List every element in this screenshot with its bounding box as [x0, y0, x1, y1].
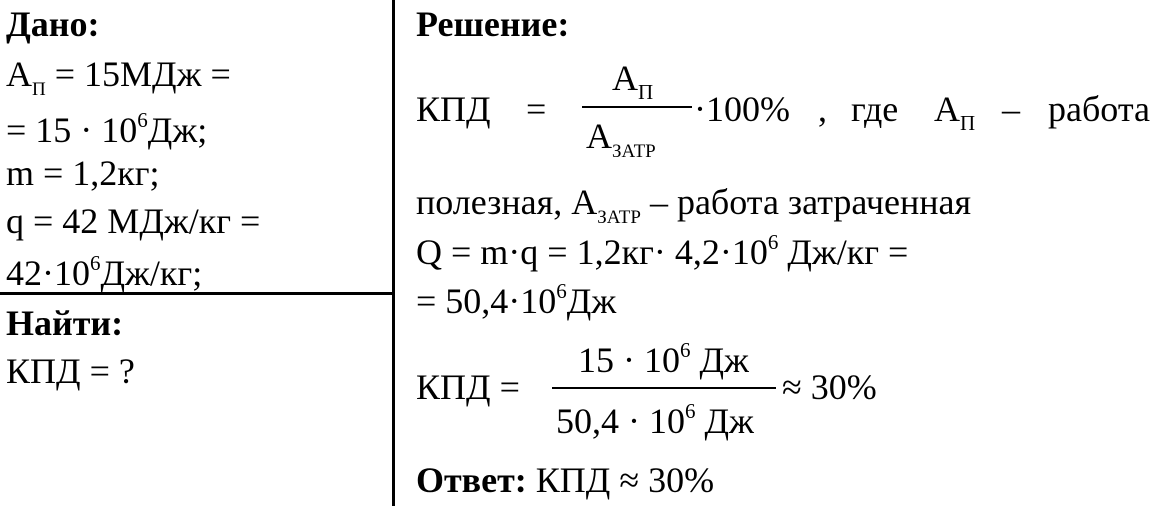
column-divider [392, 0, 395, 506]
where-symbol: $А_П$ [934, 89, 976, 135]
fraction-2-numerator: $15 \cdot 10^6$ Дж [578, 338, 749, 380]
fraction-2-denominator: $50,4 \cdot 10^6$ Дж [556, 399, 754, 441]
given-heading: Дано: [6, 4, 100, 44]
given-line-5: $42\cdot 10^6Дж/кг$; [6, 251, 203, 293]
find-line-1: КПД = ? [6, 351, 135, 391]
solution-heading: Решение: [416, 4, 570, 44]
fraction-1-multiplier: ·100% [694, 89, 790, 129]
heat-line-2: = $50,4\cdot 10^6Дж$ [416, 279, 617, 321]
work-word: работа [1048, 89, 1150, 129]
given-line-2: = $15 \cdot 10^6Дж$; [6, 108, 208, 150]
find-heading: Найти: [6, 303, 124, 343]
fraction-1-denominator: $А_{ЗАТР}$ [586, 116, 656, 162]
heat-line-1: $Q = m\cdot q = 1,2кг\cdot 4,2\cdot 10^6$ Дж/кг = [416, 230, 909, 272]
given-line-1: $А_П = 15МДж$ = [6, 54, 231, 100]
fraction-1-numerator: $А_П$ [612, 58, 654, 104]
efficiency-label-2: КПД = [416, 367, 520, 407]
given-line-4: q = 42 МДж/кг = [6, 201, 261, 241]
answer-value: КПД ≈ 30% [526, 460, 715, 500]
dash: – [1002, 89, 1020, 129]
efficiency-label: КПД [416, 89, 491, 129]
answer-label: Ответ: [416, 460, 527, 500]
where-word: где [851, 89, 899, 129]
answer-line [416, 462, 714, 498]
fraction-1-bar [582, 106, 692, 108]
useful-work-line: полезная, $А_{ЗАТР}$ – работа затраченная [416, 182, 972, 228]
equals-sign: = [526, 89, 547, 129]
comma: , [818, 89, 827, 129]
given-line-3: m = 1,2кг; [6, 153, 160, 193]
fraction-2-bar [552, 387, 776, 389]
fraction-2-result: ≈ 30% [782, 367, 877, 407]
